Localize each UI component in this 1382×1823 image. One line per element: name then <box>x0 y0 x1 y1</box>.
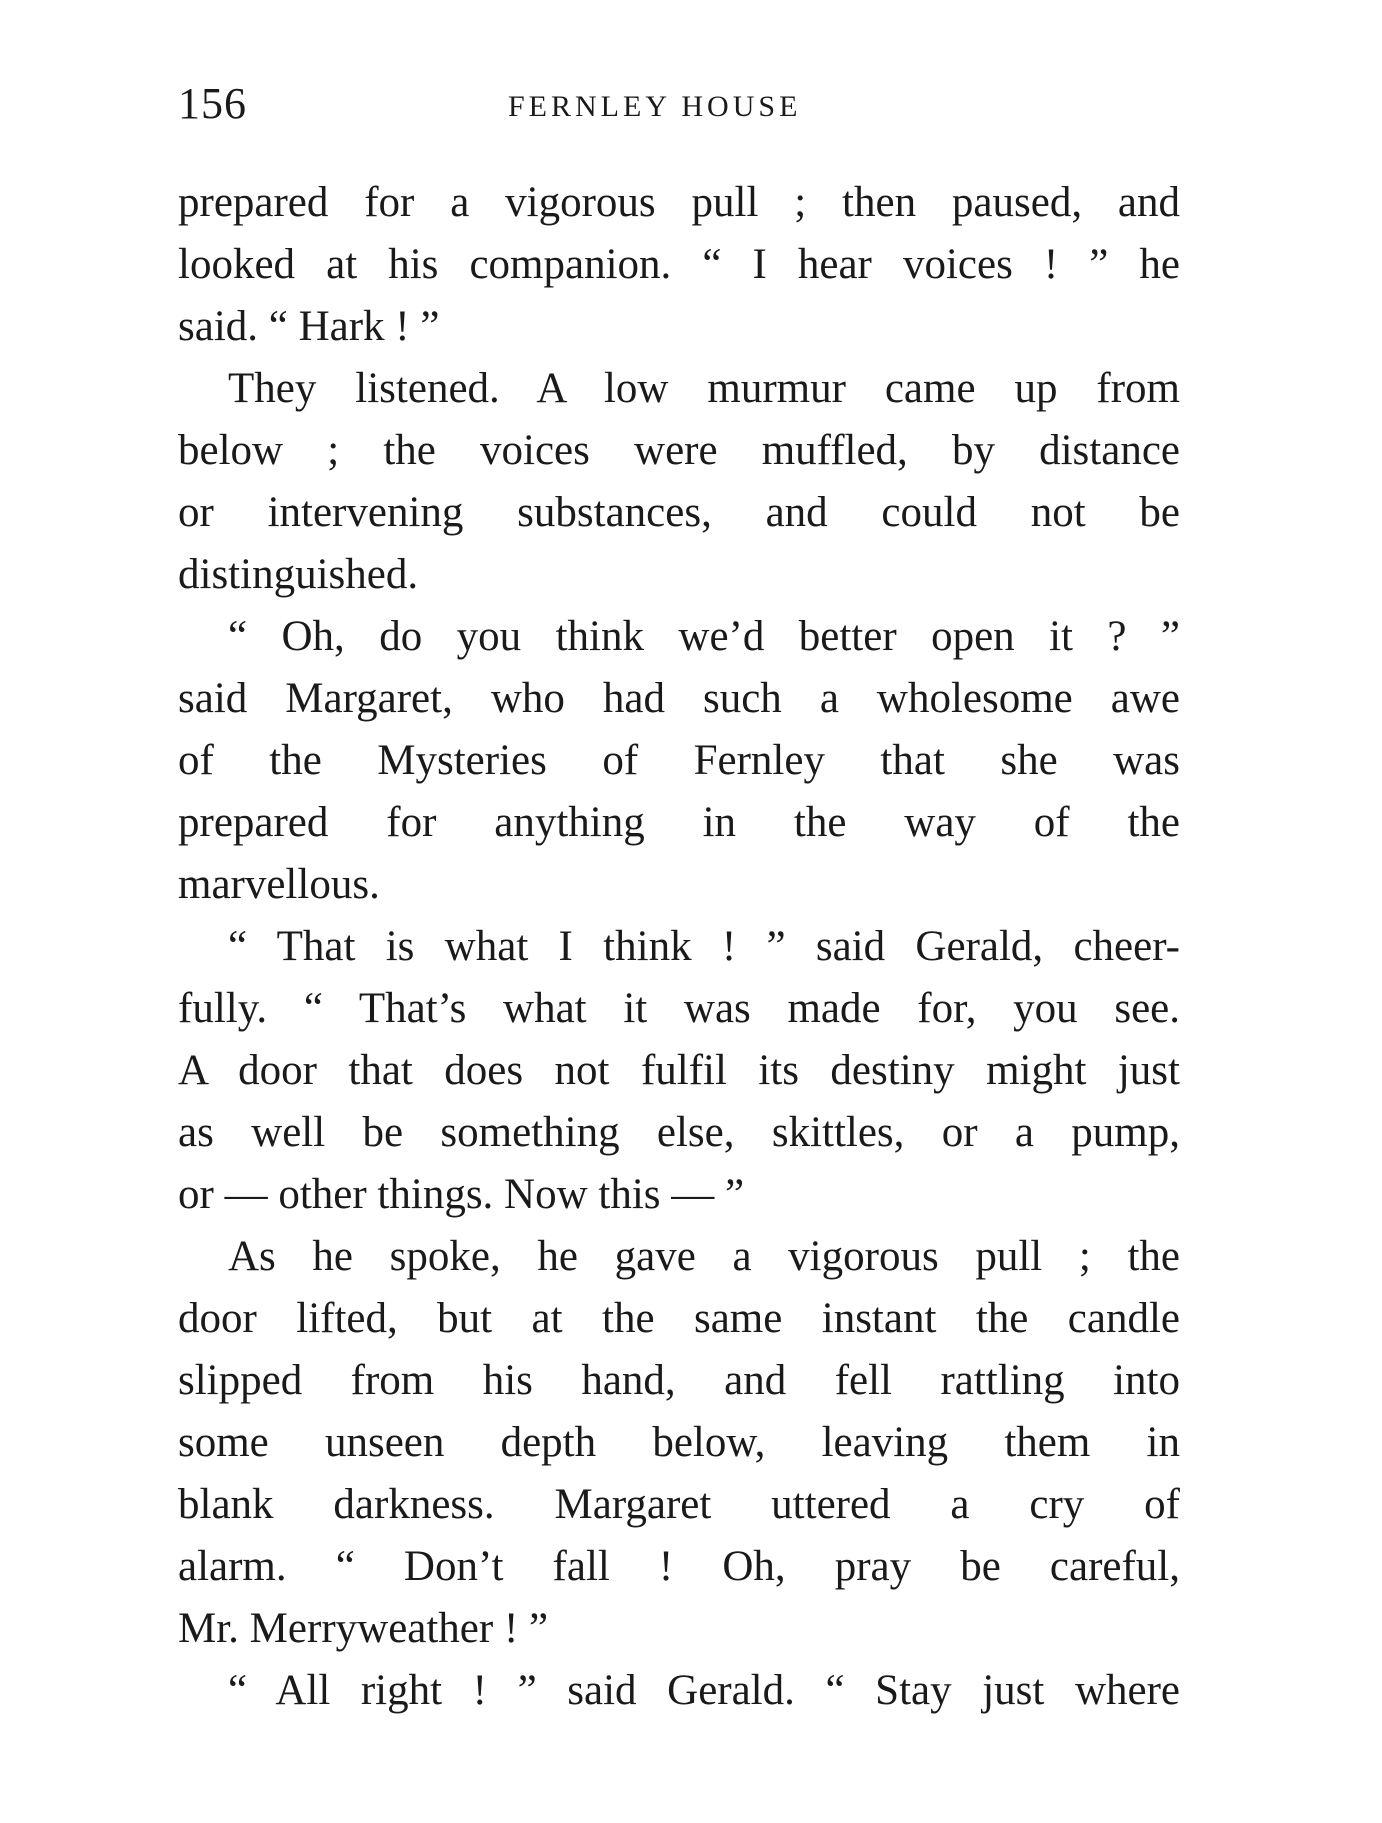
text-line: or — other things. Now this — ” <box>178 1171 745 1218</box>
text-line: marvellous. <box>178 861 380 908</box>
text-line: looked at his companion. “ I hear voices ! ” he <box>178 241 1180 288</box>
text-line: alarm. “ Don’t fall ! Oh, pray be careful, <box>178 1543 1180 1590</box>
text-line: door lifted, but at the same instant the candle <box>178 1295 1180 1342</box>
text-line: slipped from his hand, and fell rattling into <box>178 1357 1180 1404</box>
text-line: They listened. A low murmur came up from <box>228 365 1180 412</box>
text-line: “ All right ! ” said Gerald. “ Stay just where <box>228 1667 1180 1714</box>
text-line: “ Oh, do you think we’d better open it ? ” <box>228 613 1180 660</box>
page-number: 156 <box>178 79 247 128</box>
running-title: FERNLEY HOUSE <box>508 90 802 123</box>
text-line: of the Mysteries of Fernley that she was <box>178 737 1180 784</box>
text-line: prepared for a vigorous pull ; then paused, and <box>178 179 1180 226</box>
text-line: below ; the voices were muffled, by distance <box>178 427 1180 474</box>
text-line: blank darkness. Margaret uttered a cry of <box>178 1481 1180 1528</box>
text-line: distinguished. <box>178 551 419 598</box>
text-line: as well be something else, skittles, or a pump, <box>178 1109 1180 1156</box>
text-line: As he spoke, he gave a vigorous pull ; the <box>228 1233 1180 1280</box>
page-header <box>178 78 1180 138</box>
text-line: A door that does not fulfil its destiny might just <box>178 1047 1180 1094</box>
text-line: said Margaret, who had such a wholesome awe <box>178 675 1180 722</box>
text-line: “ That is what I think ! ” said Gerald, cheer- <box>228 923 1180 970</box>
text-line: or intervening substances, and could not be <box>178 489 1180 536</box>
text-line: fully. “ That’s what it was made for, you see. <box>178 985 1180 1032</box>
text-line: some unseen depth below, leaving them in <box>178 1419 1180 1466</box>
body-text <box>178 172 1180 1722</box>
text-line: said. “ Hark ! ” <box>178 303 440 350</box>
text-line: Mr. Merryweather ! ” <box>178 1605 549 1652</box>
text-line: prepared for anything in the way of the <box>178 799 1180 846</box>
